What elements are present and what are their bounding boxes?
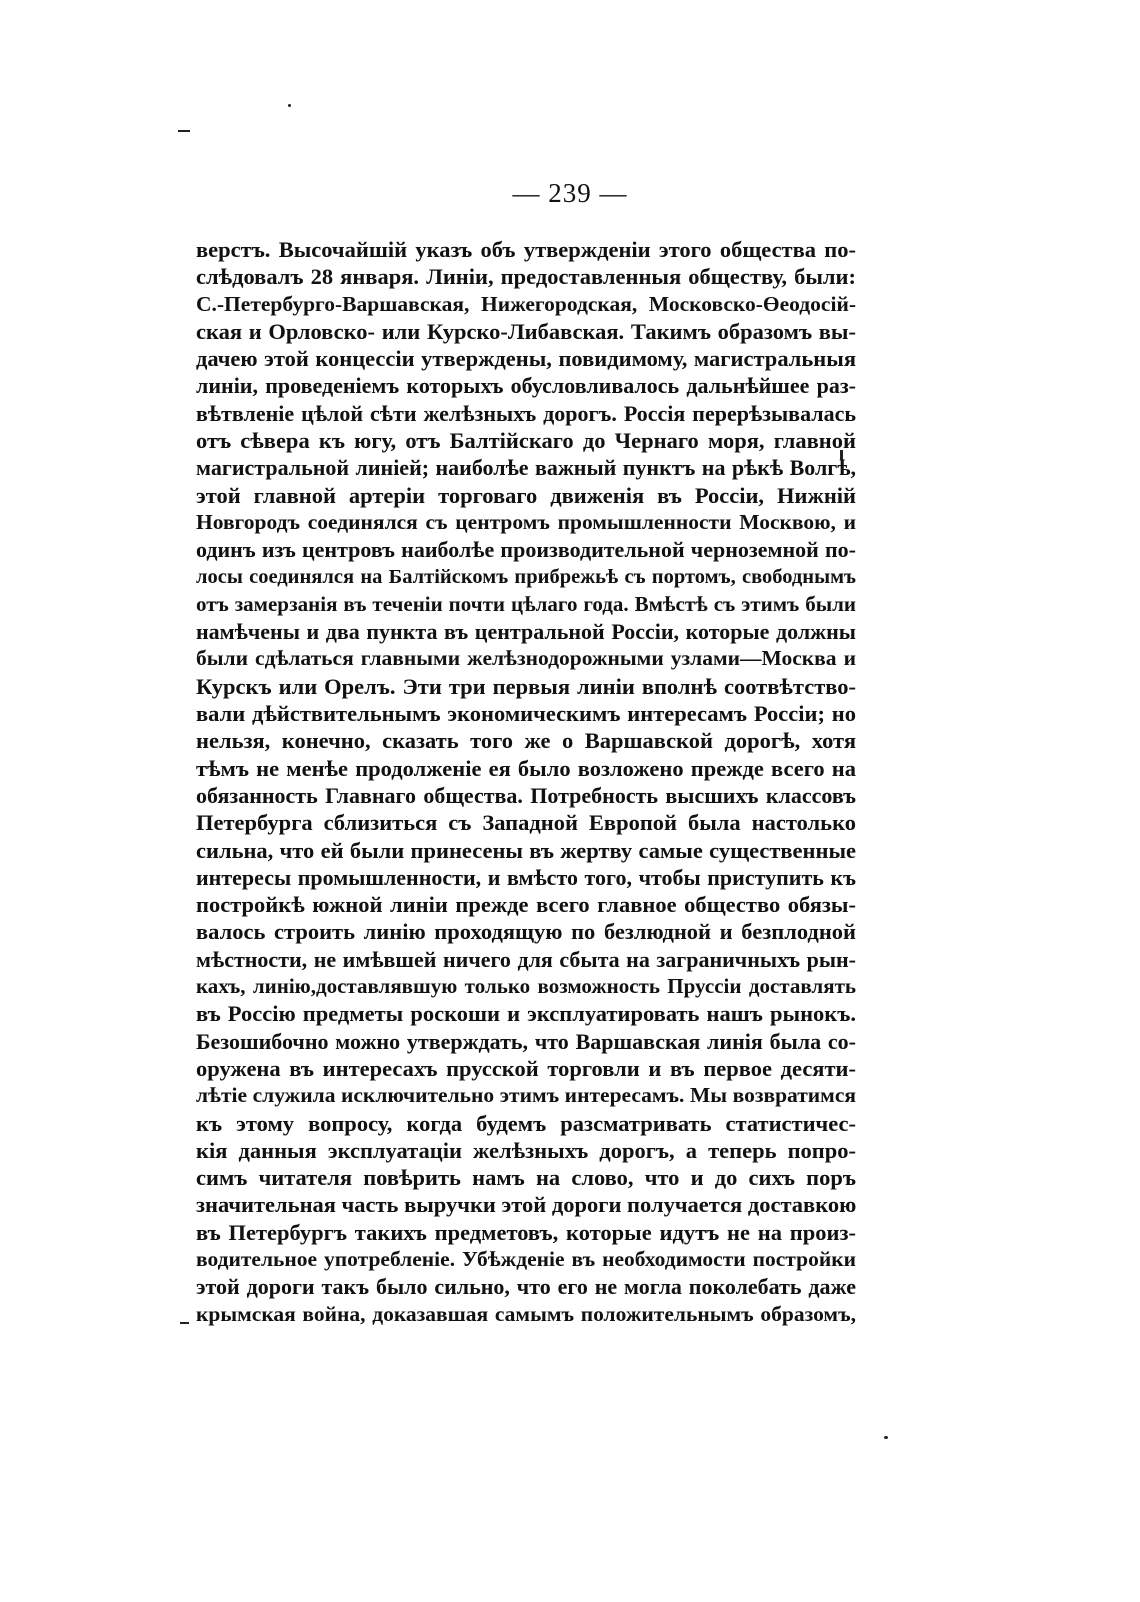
text-line: лосы соединялся на Балтiйскомъ прибрежьѣ съ портомъ, свободнымъ — [196, 565, 856, 588]
text-line: Петербурга сблизиться съ Западной Европой была настолько — [196, 810, 856, 836]
text-line: интересы промышленности, и вмѣсто того, чтобы приступить къ — [196, 864, 856, 890]
text-line: Курскъ или Орелъ. Эти три первыя линiи вполнѣ соотвѣтство- — [196, 673, 856, 699]
text-line: Новгородъ соединялся съ центромъ промышленности Москвою, и — [196, 509, 856, 534]
text-line: къ этому вопросу, когда будемъ разсматривать статистичес- — [196, 1110, 856, 1136]
text-line: верстъ. Высочайшiй указъ объ утвержденiи этого общества по- — [196, 237, 856, 262]
text-line: симъ читателя повѣрить намъ на слово, что и до сихъ поръ — [196, 1165, 856, 1191]
text-line: въ Петербургъ такихъ предметовъ, которые идутъ не на произ- — [196, 1219, 856, 1245]
text-line: слѣдовалъ 28 января. Линiи, предоставленныя обществу, были: — [196, 264, 856, 290]
text-line: тѣмъ не менѣе продолженiе ея было возложено прежде всего на — [196, 755, 856, 781]
text-line: въ Россiю предметы роскоши и эксплуатировать нашъ рынокъ. — [196, 1001, 856, 1027]
text-line: вѣтвленiе цѣлой сѣти желѣзныхъ дорогъ. Россiя перерѣзывалась — [196, 400, 856, 426]
body-text — [196, 236, 856, 1328]
text-line: Безошибочно можно утверждать, что Варшавская линiя была со- — [196, 1028, 856, 1054]
text-line: лѣтiе служила исключительно этимъ интересамъ. Мы возвратимся — [196, 1083, 856, 1108]
text-line: вали дѣйствительнымъ экономическимъ интересамъ Россiи; но — [196, 701, 856, 727]
text-line: отъ замерзанiя въ теченiи почти цѣлаго года. Вмѣстѣ съ этимъ были — [196, 591, 856, 616]
text-line: линiи, проведенiемъ которыхъ обусловливалось дальнѣйшее раз- — [196, 373, 856, 399]
text-line: валось строить линiю проходящую по безлюдной и безплодной — [196, 919, 856, 945]
text-line: мѣстности, не имѣвшей ничего для сбыта на заграничныхъ рын- — [196, 946, 856, 972]
text-line: кахъ, линiю,доставлявшую только возможность Пруссiи доставлять — [196, 974, 856, 999]
text-line: С.-Петербурго-Варшавская, Нижегородская, Московско-Өеодосiй- — [196, 291, 856, 316]
text-line: этой главной артерiи торговаго движенiя въ Россiи, Нижнiй — [196, 482, 856, 508]
text-line: обязанность Главнаго общества. Потребность высшихъ классовъ — [196, 782, 856, 808]
text-line: отъ сѣвера къ югу, отъ Балтiйскаго до Чернаго моря, главной — [196, 428, 856, 454]
text-line: водительное употребленiе. Убѣжденiе въ необходимости постройки — [196, 1246, 856, 1271]
scan-dash-mark — [180, 1322, 189, 1324]
text-line: этой дороги такъ было сильно, что его не могла поколебать даже — [196, 1274, 856, 1300]
text-line: магистральной линiей; наиболѣе важный пунктъ на рѣкѣ Волгѣ, — [196, 455, 856, 481]
text-line: оружена въ интересахъ прусской торговли и въ первое десяти- — [196, 1055, 856, 1081]
text-line: крымская война, доказавшая самымъ положительнымъ образомъ, — [196, 1301, 856, 1326]
scan-speck — [288, 104, 291, 107]
text-line: сильна, что ей были принесены въ жертву самые существенные — [196, 837, 856, 863]
text-line: кiя данныя эксплуатацiи желѣзныхъ дорогъ, а теперь попро- — [196, 1137, 856, 1163]
text-line: значительная часть выручки этой дороги получается доставкою — [196, 1192, 857, 1218]
scan-speck — [884, 1436, 888, 1439]
text-line: дачею этой концессiи утверждены, повидимому, магистральныя — [196, 346, 856, 372]
text-line: были сдѣлаться главными желѣзнодорожными узлами—Москва и — [196, 646, 856, 671]
text-line: постройкѣ южной линiи прежде всего главное общество обязы- — [196, 892, 856, 918]
scan-dash-mark — [178, 130, 190, 132]
text-line: одинъ изъ центровъ наиболѣе производительной черноземной по- — [196, 537, 856, 563]
text-line: ская и Орловско- или Курско-Либавская. Такимъ образомъ вы- — [196, 318, 856, 344]
page-number: — 239 — — [512, 178, 628, 208]
text-line: нельзя, конечно, сказать того же о Варшавской дорогѣ, хотя — [196, 728, 856, 754]
text-line: намѣчены и два пункта въ центральной Россiи, которые должны — [196, 619, 856, 645]
